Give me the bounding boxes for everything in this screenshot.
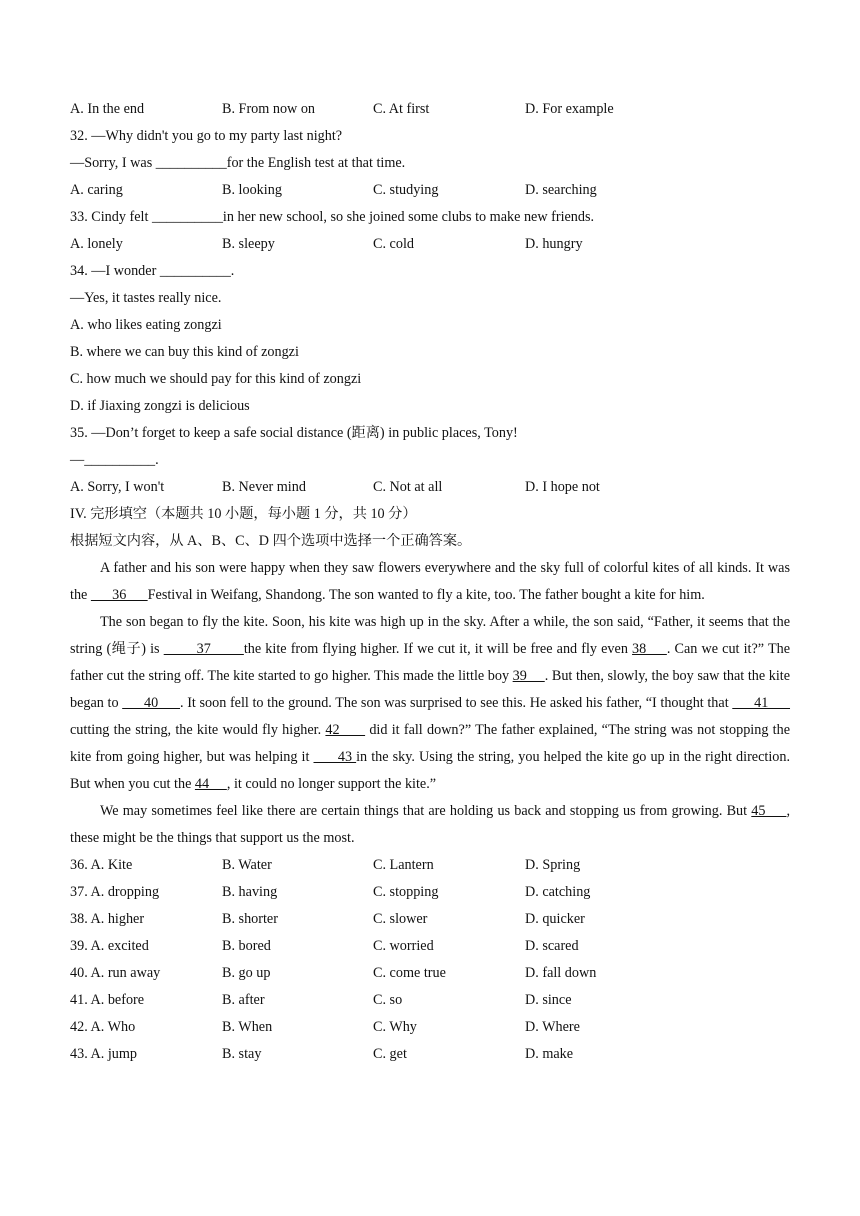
q34-stem: 34. —I wonder __________. [70, 263, 235, 279]
q33-options [70, 231, 790, 258]
option: D. Where [525, 1019, 580, 1035]
cloze-option-row [70, 987, 790, 1014]
option: B. having [222, 884, 278, 900]
blank: __________ [155, 155, 227, 171]
passage-paragraph-1: A father and his son were happy when they saw flowers everywhere and the sky full of colorful kites of all kinds. It was the 36 Festival in Weifang, Shandong. The son wanted to fly a kite, too. The father bought a kite for him. [70, 560, 790, 603]
option: D. catching [525, 884, 591, 900]
q32-options [70, 177, 790, 204]
option: B. where we can buy this kind of zongzi [70, 344, 299, 360]
option: D. if Jiaxing zongzi is delicious [70, 398, 250, 414]
blank: __________ [151, 209, 223, 225]
blank-43: 43 [313, 749, 357, 765]
cloze-option-row [70, 879, 790, 906]
blank-45: 45 [751, 803, 787, 819]
option: C. Lantern [373, 857, 434, 873]
option: D. quicker [525, 911, 585, 927]
blank-36: 36 [90, 587, 148, 603]
option: D. For example [525, 101, 614, 117]
option: 41. A. before [70, 992, 145, 1008]
q34-reply: —Yes, it tastes really nice. [70, 290, 222, 306]
cloze-option-row [70, 852, 790, 879]
option: C. worried [373, 938, 434, 954]
option: C. get [373, 1046, 407, 1062]
option: D. I hope not [525, 479, 600, 495]
q31-options [70, 96, 790, 123]
option: A. who likes eating zongzi [70, 317, 222, 333]
option: B. Water [222, 857, 272, 873]
option: A. Sorry, I won't [70, 479, 165, 495]
option: C. At first [373, 101, 430, 117]
blank-44: 44 [194, 776, 227, 792]
blank-39: 39 [512, 668, 545, 684]
q32-reply: —Sorry, I was __________for the English test at that time. [70, 155, 406, 171]
option: 43. A. jump [70, 1046, 138, 1062]
blank-42: 42 [325, 722, 366, 738]
option: B. go up [222, 965, 271, 981]
option: B. shorter [222, 911, 278, 927]
option: 42. A. Who [70, 1019, 136, 1035]
section-heading: IV. 完形填空（本题共 10 小题，每小题 1 分，共 10 分） [70, 506, 417, 522]
option: A. lonely [70, 236, 123, 252]
option: B. stay [222, 1046, 262, 1062]
option: D. make [525, 1046, 574, 1062]
q35-options [70, 474, 790, 501]
option: C. stopping [373, 884, 439, 900]
option: 36. A. Kite [70, 857, 133, 873]
blank-40: 40 [122, 695, 181, 711]
blank-38: 38 [632, 641, 667, 657]
cloze-option-row [70, 1014, 790, 1041]
option: A. In the end [70, 101, 145, 117]
q35-reply: —__________. [70, 452, 159, 468]
blank: __________ [159, 263, 231, 279]
option: C. Not at all [373, 479, 443, 495]
option: D. Spring [525, 857, 581, 873]
option: D. searching [525, 182, 597, 198]
option: A. caring [70, 182, 123, 198]
cloze-options [70, 852, 790, 1068]
option: D. fall down [525, 965, 597, 981]
exam-page [70, 96, 790, 1068]
option: C. studying [373, 182, 439, 198]
cloze-option-row [70, 960, 790, 987]
option: B. looking [222, 182, 282, 198]
option: 38. A. higher [70, 911, 145, 927]
blank: __________ [84, 452, 156, 468]
passage-paragraph-3: We may sometimes feel like there are certain things that are holding us back and stopping us from growing. But 45 , these might be the things that support us the most. [70, 803, 791, 846]
option: B. From now on [222, 101, 316, 117]
option: D. since [525, 992, 572, 1008]
option: C. slower [373, 911, 428, 927]
option: C. Why [373, 1019, 417, 1035]
q32-stem: 32. —Why didn't you go to my party last night? [70, 128, 343, 144]
option: C. how much we should pay for this kind of zongzi [70, 371, 362, 387]
cloze-option-row [70, 1041, 790, 1068]
option: B. Never mind [222, 479, 306, 495]
option: C. come true [373, 965, 446, 981]
q33-stem: 33. Cindy felt __________in her new school, so she joined some clubs to make new friends. [70, 209, 595, 225]
option: C. cold [373, 236, 414, 252]
q35-stem: 35. —Don’t forget to keep a safe social distance (距离) in public places, Tony! [70, 425, 518, 441]
cloze-option-row [70, 906, 790, 933]
blank-41: 41 [732, 695, 791, 711]
option: 37. A. dropping [70, 884, 160, 900]
option: B. bored [222, 938, 271, 954]
passage-paragraph-2: The son began to fly the kite. Soon, his kite was high up in the sky. After a while, the son said, “Father, it seems that the string (绳子) is 37 the kite from flying higher. If we cut it, it will be free and fly even 38 . Can we cut it?” The father cut the string off. The kite started to go higher. This made the little boy 39 . But then, slowly, the boy saw that the kite began to 40 . It soon fell to the ground. The son was surprised to see this. He asked his father, “I thought that 41 cutting the string, the kite would fly higher. 42 did it fall down?” The father explained, “The string was not stopping the kite from going higher, but was helping it 43 in the sky. Using the string, you helped the kite go up in the right direction. But when you cut the 44 , it could no longer support the kite.” [70, 614, 791, 792]
option: 39. A. excited [70, 938, 149, 954]
option: 40. A. run away [70, 965, 161, 981]
option: D. hungry [525, 236, 583, 252]
option: D. scared [525, 938, 579, 954]
cloze-option-row [70, 933, 790, 960]
blank-37: 37 [163, 641, 244, 657]
option: C. so [373, 992, 403, 1008]
option: B. sleepy [222, 236, 275, 252]
option: B. after [222, 992, 265, 1008]
option: B. When [222, 1019, 273, 1035]
section-instruction: 根据短文内容，从 A、B、C、D 四个选项中选择一个正确答案。 [70, 533, 472, 549]
